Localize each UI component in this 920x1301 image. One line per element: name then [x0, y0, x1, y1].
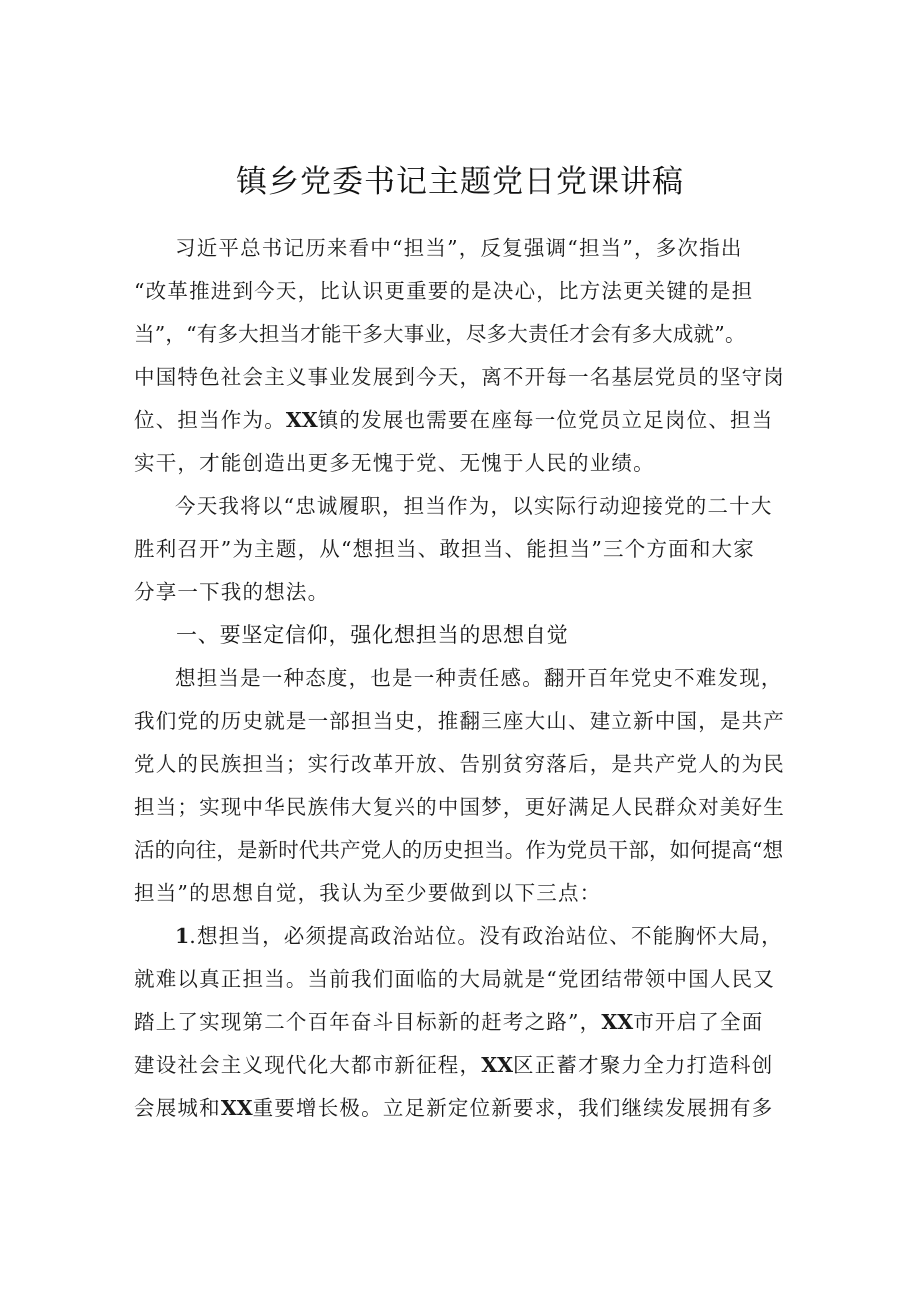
text-line: 当”，“有多大担当才能干多大事业，尽多大责任才会有多大成就”。 [134, 322, 746, 346]
text-line: 习近平总书记历来看中“担当”，反复强调“担当”，多次指出 [175, 236, 743, 260]
text-segment: 市开启了全面 [633, 1010, 764, 1034]
text-line: 胜利召开”为主题，从“想担当、敢担当、能担当”三个方面和大家 [134, 537, 755, 561]
text-segment: 位、担当作为。 [134, 408, 286, 432]
text-segment: 会展城和 [134, 1096, 221, 1120]
text-line: 实干，才能创造出更多无愧于党、无愧于人民的业绩。 [134, 451, 655, 475]
text-line [134, 399, 794, 442]
text-line: 党人的民族担当；实行改革开放、告别贫穷落后，是共产党人的为民 [134, 752, 785, 776]
text-segment: 重要增长极。立足新定位新要求，我们继续发展拥有多 [252, 1096, 774, 1120]
paragraph-1 [134, 227, 794, 485]
text-line: 中国特色社会主义事业发展到今天，离不开每一名基层党员的坚守岗 [134, 365, 785, 389]
placeholder-xx: XX [481, 1053, 514, 1077]
text-segment: 建设社会主义现代化大都市新征程， [134, 1053, 482, 1077]
document-title: 镇乡党委书记主题党日党课讲稿 [236, 164, 684, 200]
text-line: “改革推进到今天，比认识更重要的是决心，比方法更关键的是担 [134, 279, 754, 303]
text-segment: .想担当，必须提高政治站位。没有政治站位、不能胸怀大局， [189, 924, 783, 948]
text-line: 担当”的思想自觉，我认为至少要做到以下三点： [134, 881, 602, 905]
text-line [134, 1087, 794, 1130]
text-line [134, 1001, 794, 1044]
placeholder-xx: XX [285, 408, 318, 432]
text-line [134, 1044, 794, 1087]
text-line: 想担当是一种态度，也是一种责任感。翻开百年党史不难发现， [175, 666, 783, 690]
placeholder-xx: XX [601, 1010, 634, 1034]
section-heading-1: 一、要坚定信仰，强化想担当的思想自觉 [176, 623, 569, 647]
paragraph-3 [134, 657, 794, 915]
text-line: 就难以真正担当。当前我们面临的大局就是“党团结带领中国人民又 [134, 967, 775, 991]
text-line [134, 915, 794, 958]
text-line: 我们党的历史就是一部担当史，推翻三座大山、建立新中国，是共产 [134, 709, 785, 733]
text-segment: 踏上了实现第二个百年奋斗目标新的赶考之路”， [134, 1010, 602, 1034]
text-segment: 镇的发展也需要在座每一位党员立足岗位、担当 [317, 408, 774, 432]
paragraph-2 [134, 485, 794, 614]
text-segment: 区正蓄才聚力全力打造科创 [513, 1053, 774, 1077]
paragraph-4 [134, 915, 794, 1130]
text-line: 分享一下我的想法。 [134, 580, 330, 604]
placeholder-xx: XX [220, 1096, 253, 1120]
text-line: 活的向往，是新时代共产党人的历史担当。作为党员干部，如何提高“想 [134, 838, 784, 862]
text-line: 担当；实现中华民族伟大复兴的中国梦，更好满足人民群众对美好生 [134, 795, 785, 819]
document-body [134, 227, 794, 1130]
list-number: 1 [175, 924, 190, 948]
text-line: 今天我将以“忠诚履职，担当作为，以实际行动迎接党的二十大 [175, 494, 773, 518]
